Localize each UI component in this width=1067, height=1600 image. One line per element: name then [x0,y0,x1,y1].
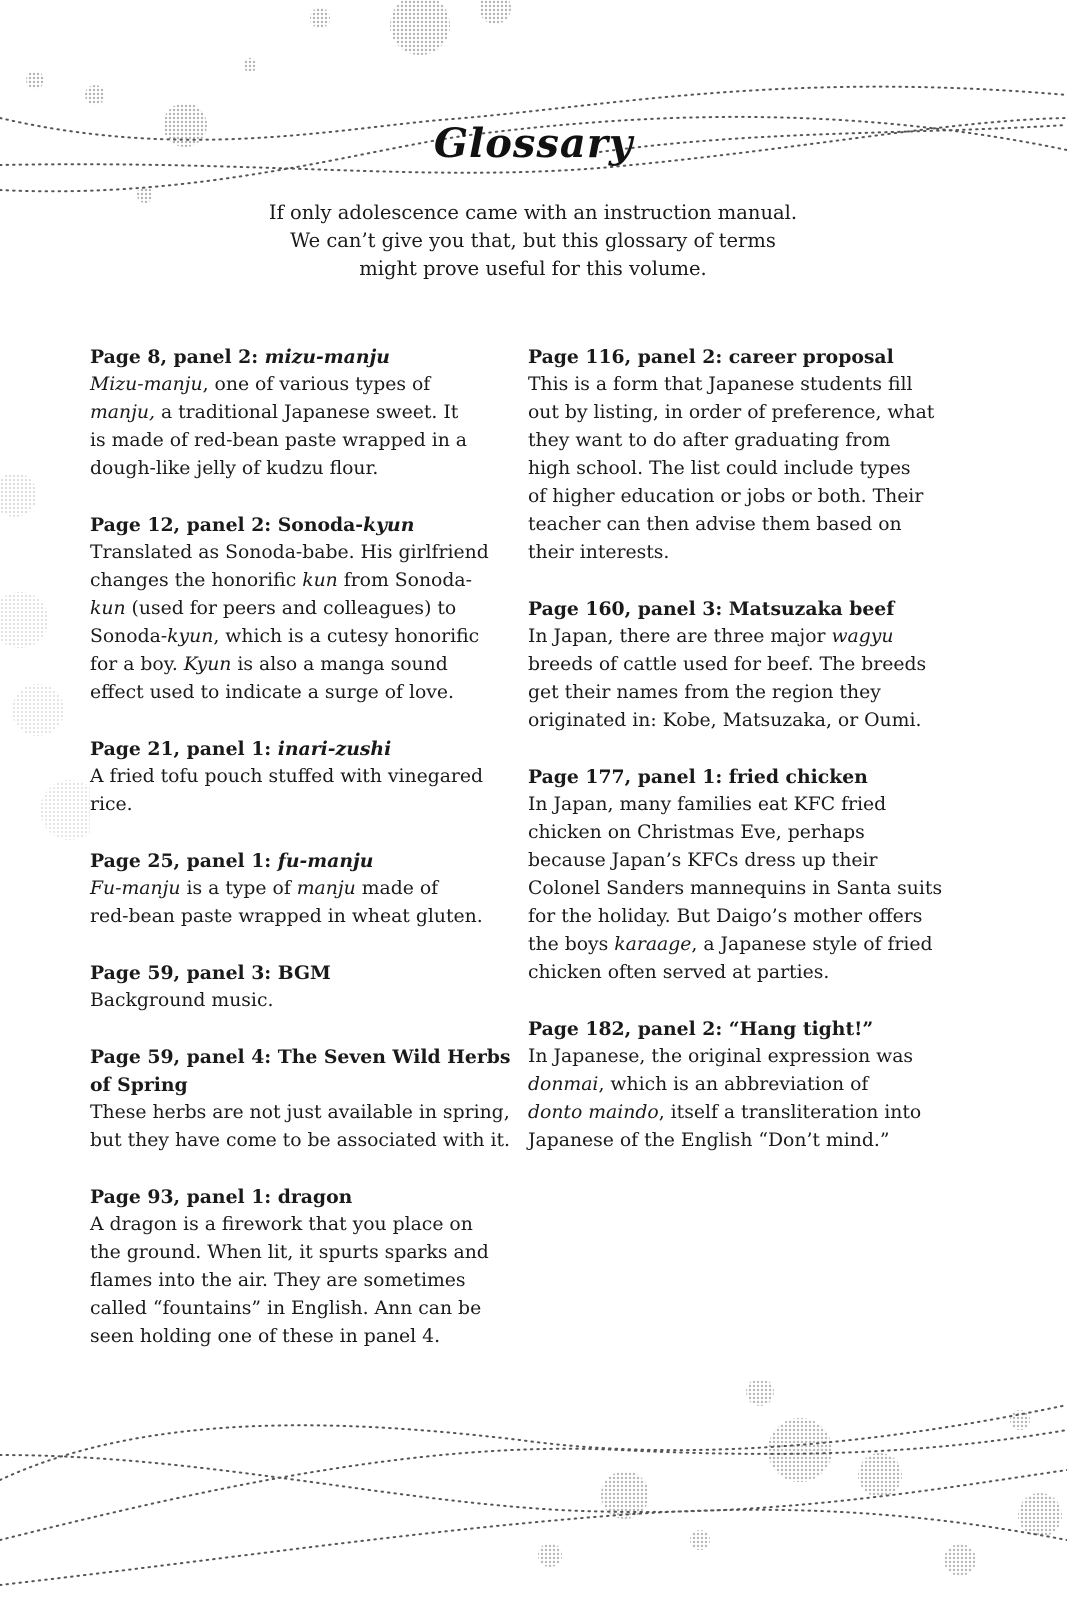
entry-heading: Page 177, panel 1: fried chicken [528,766,868,788]
entry-body: Background music. [90,990,274,1011]
entry-heading: Page 93, panel 1: dragon [90,1186,353,1208]
intro-text [183,199,883,283]
top-decoration [0,0,1067,230]
entry-body: Translated as Sonoda-babe. His girlfriend changes the honorific kun from Sonoda- kun (used for peers and colleagues) to Sonoda-kyun, which is a cutesy honorific for a boy. Kyun is also a manga sound effect used to indicate a surge of love. [90,542,489,703]
entry-body: In Japanese, the original expression was donmai, which is an abbreviation of donto maindo, itself a transliteration into Japanese of the English “Don’t mind.” [528,1046,922,1151]
entry-heading: Page 25, panel 1: fu-manju [90,850,374,872]
glossary-entry [90,847,510,931]
entry-body: This is a form that Japanese students fill out by listing, in order of preference, what they want to do after graduating from high school. The list could include types of higher education or jobs or both. Their teacher can then advise them based on their interests. [528,374,935,563]
glossary-column-right [528,343,948,1183]
entry-body: These herbs are not just available in spring, but they have come to be associated with it. [90,1102,510,1151]
entry-heading: Page 160, panel 3: Matsuzaka beef [528,598,895,620]
glossary-entry [528,595,948,735]
intro-line: We can’t give you that, but this glossary of terms [290,229,776,252]
glossary-entry [90,959,510,1015]
glossary-entry [90,1043,510,1155]
entry-heading: Page 12, panel 2: Sonoda-kyun [90,514,415,536]
glossary-entry [90,1183,510,1351]
entry-body: A fried tofu pouch stuffed with vinegared rice. [90,766,484,815]
glossary-entry [528,343,948,567]
entry-body: In Japan, many families eat KFC fried chicken on Christmas Eve, perhaps because Japan’s KFCs dress up their Colonel Sanders mannequins in Santa suits for the holiday. But Daigo’s mother offers the boys karaage, a Japanese style of fried chicken often served at parties. [528,794,943,983]
bottom-decoration [0,1380,1067,1600]
entry-body: In Japan, there are three major wagyu breeds of cattle used for beef. The breeds get their names from the region they originated in: Kobe, Matsuzaka, or Oumi. [528,626,927,731]
entry-heading: Page 59, panel 4: The Seven Wild Herbs of Spring [90,1046,511,1096]
glossary-entry [528,1015,948,1155]
entry-body: Mizu-manju, one of various types of manju, a traditional Japanese sweet. It is made of red-bean paste wrapped in a dough-like jelly of kudzu flour. [90,374,467,479]
glossary-entry [90,735,510,819]
page-title: Glossary [433,120,634,167]
glossary-entry [90,343,510,483]
entry-heading: Page 21, panel 1: inari-zushi [90,738,392,760]
entry-body: A dragon is a firework that you place on the ground. When lit, it spurts sparks and flames into the air. They are sometimes called “fountains” in English. Ann can be seen holding one of these in panel 4. [90,1214,489,1347]
entry-heading: Page 59, panel 3: BGM [90,962,331,984]
entry-body: Fu-manju is a type of manju made of red-bean paste wrapped in wheat gluten. [90,878,483,927]
glossary-entry [528,763,948,987]
entry-heading: Page 116, panel 2: career proposal [528,346,894,368]
side-decoration [0,470,90,890]
entry-heading: Page 8, panel 2: mizu-manju [90,346,390,368]
entry-heading: Page 182, panel 2: “Hang tight!” [528,1018,874,1040]
glossary-column-left [90,343,510,1379]
intro-line: If only adolescence came with an instruction manual. [268,201,798,224]
intro-line: might prove useful for this volume. [359,257,707,280]
glossary-entry [90,511,510,707]
